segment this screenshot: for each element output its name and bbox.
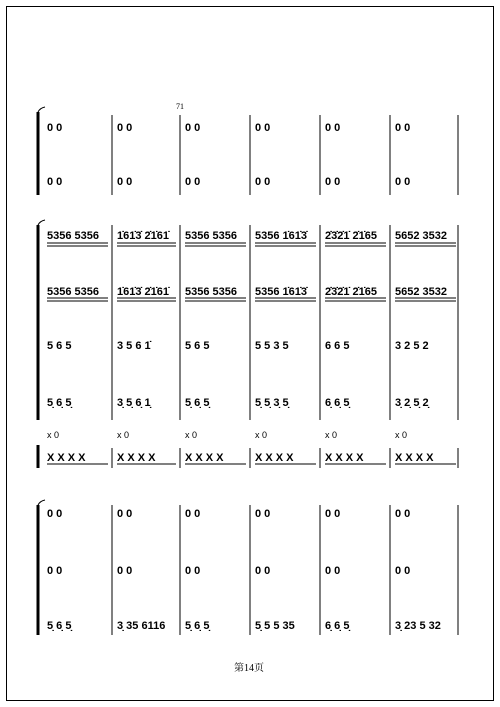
notation-cell: 0 0 [185,122,201,134]
notation-cell: X X X X [395,452,434,464]
notation-cell: 3 5 6 1̇ [117,340,151,352]
notation-cell: 5 6 5 [185,340,210,352]
notation-cell: 0 0 [185,508,201,520]
notation-cell: 0 0 [117,176,133,188]
notation-cell: 0 0 [185,565,201,577]
notation-cell: X X X X [185,452,224,464]
notation-cell: 0 0 [47,122,63,134]
notation-cell: 3̣ 2̣ 5̣ 2̣ [395,397,429,409]
notation-cell: 2̇3̇2̇1̇ 2̇1̇65 [325,230,377,242]
notation-cell: 5356 5356 [185,230,237,242]
notation-cell: 5356 1̇61̇3̇ [255,286,307,298]
notation-cell: 5356 5356 [185,286,237,298]
notation-cell: 5̣ 6̣ 5̣ [47,620,72,632]
notation-cell: 5652 3532 [395,286,447,298]
notation-cell: X X X X [117,452,156,464]
notation-cell: 5356 1̇61̇3̇ [255,230,307,242]
notation-cell: 0 0 [395,565,411,577]
notation-cell: 5̣ 6̣ 5̣ [185,397,210,409]
notation-cell: x 0 [47,430,60,440]
notation-cell: 0 0 [117,508,133,520]
notation-cell: 6̣ 6̣ 5̣ [325,397,350,409]
notation-cell: 3̣ 5̣ 6̣ 1̣ [117,397,151,409]
notation-cell: 3̣ 23 5 32 [395,620,441,632]
notation-cell: 5̣ 5 5 35 [255,620,295,632]
notation-cell: 5 5 3 5 [255,340,289,352]
notation-cell: 0 0 [255,176,271,188]
notation-cell: 0 0 [47,176,63,188]
notation-cell: 0 0 [255,565,271,577]
notation-cell: 1̇61̇3̇ 2̇1̇61̇ [117,286,169,298]
notation-cell: 0 0 [325,176,341,188]
notation-cell: 5652 3532 [395,230,447,242]
page-footer: 第14页 [234,663,264,674]
notation-cell: x 0 [395,430,408,440]
notation-cell: x 0 [255,430,268,440]
notation-cell: 0 0 [325,508,341,520]
notation-cell: 0 0 [117,122,133,134]
notation-cell: 3̣ 35 6116 [117,620,166,632]
notation-cell: 0 0 [47,508,63,520]
notation-cell: 0 0 [395,122,411,134]
notation-cell: 5356 5356 [47,230,99,242]
notation-cell: 0 0 [395,176,411,188]
notation-cell: 0 0 [47,565,63,577]
notation-cell: x 0 [185,430,198,440]
notation-cell: 5̣ 5̣ 3̣ 5̣ [255,397,289,409]
notation-cell: 5̣ 6̣ 5̣ [185,620,210,632]
notation-cell: 5̣ 6̣ 5̣ [47,397,72,409]
notation-cell: 0 0 [395,508,411,520]
notation-cell: X X X X [47,452,86,464]
notation-cell: 0 0 [255,122,271,134]
notation-cell: 1̇61̇3̇ 2̇1̇61̇ [117,230,169,242]
notation-cell: X X X X [255,452,294,464]
notation-cell: 6 6 5 [325,340,350,352]
measure-number: 71 [176,102,184,111]
notation-cell: 3 2 5 2 [395,340,429,352]
notation-cell: x 0 [117,430,130,440]
notation-cell: x 0 [325,430,338,440]
notation-cell: 6̣ 6̣ 5̣ [325,620,350,632]
notation-cell: 0 0 [117,565,133,577]
notation-cell: 5 6 5 [47,340,72,352]
notation-cell: 0 0 [255,508,271,520]
notation-cell: 0 0 [325,565,341,577]
notation-cell: 0 0 [325,122,341,134]
notation-cell: 2̇3̇2̇1̇ 2̇1̇65 [325,286,377,298]
notation-cell: X X X X [325,452,364,464]
notation-cell: 0 0 [185,176,201,188]
notation-cell: 5356 5356 [47,286,99,298]
